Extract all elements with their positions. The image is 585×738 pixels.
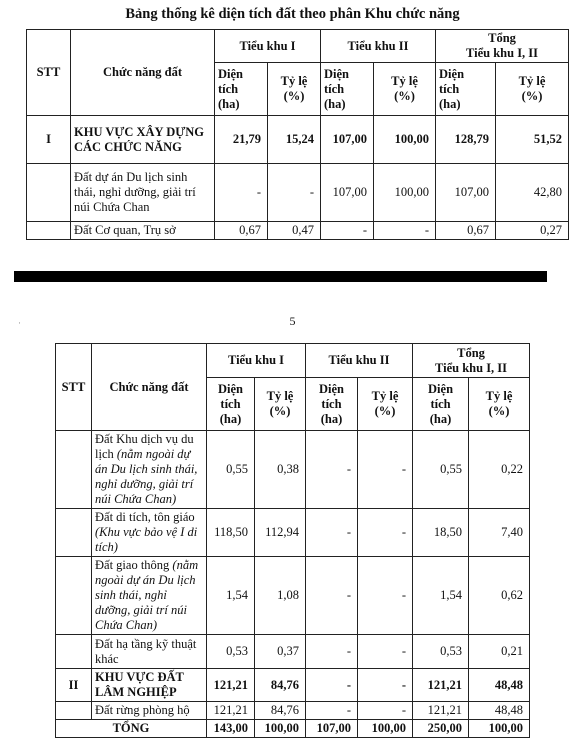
cell-value: 0,37 (255, 635, 306, 669)
table-row (56, 557, 530, 635)
page-separator-bar (14, 271, 547, 282)
cell-stt (56, 702, 92, 720)
cell-value: - (268, 164, 321, 222)
header-total: Tổng Tiểu khu I, II (413, 344, 530, 378)
total-label: TỔNG (56, 720, 207, 738)
cell-function: Đất Cơ quan, Trụ sở (71, 222, 215, 240)
table-row (56, 431, 530, 509)
cell-value: - (358, 702, 413, 720)
cell-value: - (215, 164, 268, 222)
cell-value: 7,40 (469, 509, 530, 557)
cell-value: 84,76 (255, 702, 306, 720)
cell-function: Đất di tích, tôn giáo (Khu vực bảo vệ I di tích) (92, 509, 207, 557)
cell-value: 107,00 (306, 720, 358, 738)
land-area-table-bottom (55, 343, 530, 738)
cell-value: 100,00 (358, 720, 413, 738)
cell-value: 1,54 (413, 557, 469, 635)
header-zone2: Tiểu khu II (306, 344, 413, 378)
cell-value: 48,48 (469, 702, 530, 720)
scan-mark: · (18, 318, 21, 328)
header-area: Diện tích (ha) (413, 378, 469, 431)
cell-value: - (306, 635, 358, 669)
header-total: Tổng Tiểu khu I, II (436, 30, 569, 63)
cell-value: 1,08 (255, 557, 306, 635)
cell-value: 0,53 (207, 635, 255, 669)
cell-value: 0,62 (469, 557, 530, 635)
header-stt: STT (56, 344, 92, 431)
table-row (27, 222, 569, 240)
cell-function: Đất giao thông (nằm ngoài dự án Du lịch sinh thái, nghỉ dưỡng, giải trí núi Chứa Chan) (92, 557, 207, 635)
cell-stt: II (56, 669, 92, 702)
cell-stt: I (27, 116, 71, 164)
cell-value: 42,80 (496, 164, 569, 222)
header-area: Diện tích (ha) (215, 63, 268, 116)
cell-value: 0,38 (255, 431, 306, 509)
header-area: Diện tích (ha) (321, 63, 374, 116)
cell-value: - (358, 557, 413, 635)
cell-value: - (358, 669, 413, 702)
cell-value: - (306, 557, 358, 635)
cell-value: 51,52 (496, 116, 569, 164)
table-row (56, 635, 530, 669)
cell-value: - (306, 669, 358, 702)
cell-function: Đất rừng phòng hộ (92, 702, 207, 720)
header-function: Chức năng đất (92, 344, 207, 431)
total-row (56, 720, 530, 738)
cell-function: Đất hạ tầng kỹ thuật khác (92, 635, 207, 669)
header-ratio: Tỷ lệ (%) (496, 63, 569, 116)
cell-value: 18,50 (413, 509, 469, 557)
header-stt: STT (27, 30, 71, 116)
cell-value: 0,55 (207, 431, 255, 509)
cell-value: 250,00 (413, 720, 469, 738)
cell-value: 0,27 (496, 222, 569, 240)
cell-value: 0,47 (268, 222, 321, 240)
table-row (56, 702, 530, 720)
cell-value: 1,54 (207, 557, 255, 635)
cell-value: - (374, 222, 436, 240)
cell-stt (56, 557, 92, 635)
cell-value: 107,00 (321, 164, 374, 222)
table-row (27, 164, 569, 222)
header-ratio: Tỷ lệ (%) (358, 378, 413, 431)
cell-value: - (306, 431, 358, 509)
cell-value: 121,21 (413, 669, 469, 702)
header-ratio: Tỷ lệ (%) (255, 378, 306, 431)
cell-value: 0,67 (436, 222, 496, 240)
header-zone2: Tiểu khu II (321, 30, 436, 63)
cell-value: 0,55 (413, 431, 469, 509)
cell-value: 121,21 (207, 702, 255, 720)
cell-value: 128,79 (436, 116, 496, 164)
cell-value: 118,50 (207, 509, 255, 557)
cell-value: - (358, 635, 413, 669)
header-ratio: Tỷ lệ (%) (469, 378, 530, 431)
cell-stt (27, 164, 71, 222)
cell-function: KHU VỰC XÂY DỰNG CÁC CHỨC NĂNG (71, 116, 215, 164)
header-area: Diện tích (ha) (436, 63, 496, 116)
cell-stt (56, 635, 92, 669)
cell-value: 0,53 (413, 635, 469, 669)
cell-value: 21,79 (215, 116, 268, 164)
cell-value: 0,67 (215, 222, 268, 240)
cell-value: - (321, 222, 374, 240)
cell-value: 107,00 (436, 164, 496, 222)
cell-value: - (306, 509, 358, 557)
document-title: Bảng thống kê diện tích đất theo phân Khu chức năng (125, 6, 460, 22)
cell-value: 100,00 (255, 720, 306, 738)
page-number: 5 (289, 314, 296, 328)
cell-value: 48,48 (469, 669, 530, 702)
table-row (27, 116, 569, 164)
cell-function: Đất Khu dịch vụ du lịch (nằm ngoài dự án Du lịch sinh thái, nghỉ dưỡng, giải trí núi Chứa Chan) (92, 431, 207, 509)
cell-value: 143,00 (207, 720, 255, 738)
section-row (56, 669, 530, 702)
header-ratio: Tỷ lệ (%) (374, 63, 436, 116)
cell-stt (27, 222, 71, 240)
cell-value: 15,24 (268, 116, 321, 164)
header-ratio: Tỷ lệ (%) (268, 63, 321, 116)
cell-value: 121,21 (207, 669, 255, 702)
cell-value: 112,94 (255, 509, 306, 557)
cell-value: 100,00 (374, 164, 436, 222)
cell-value: - (358, 509, 413, 557)
cell-value: - (358, 431, 413, 509)
cell-function: KHU VỰC ĐẤT LÂM NGHIỆP (92, 669, 207, 702)
cell-value: - (306, 702, 358, 720)
cell-value: 100,00 (469, 720, 530, 738)
land-area-table-top (26, 29, 569, 240)
cell-value: 84,76 (255, 669, 306, 702)
cell-value: 121,21 (413, 702, 469, 720)
header-zone1: Tiểu khu I (207, 344, 306, 378)
header-function: Chức năng đất (71, 30, 215, 116)
header-zone1: Tiểu khu I (215, 30, 321, 63)
cell-value: 107,00 (321, 116, 374, 164)
cell-stt (56, 509, 92, 557)
header-area: Diện tích (ha) (207, 378, 255, 431)
cell-stt (56, 431, 92, 509)
cell-function: Đất dự án Du lịch sinh thái, nghỉ dưỡng, giải trí núi Chứa Chan (71, 164, 215, 222)
cell-value: 0,21 (469, 635, 530, 669)
cell-value: 0,22 (469, 431, 530, 509)
cell-value: 100,00 (374, 116, 436, 164)
header-area: Diện tích (ha) (306, 378, 358, 431)
table-row (56, 509, 530, 557)
